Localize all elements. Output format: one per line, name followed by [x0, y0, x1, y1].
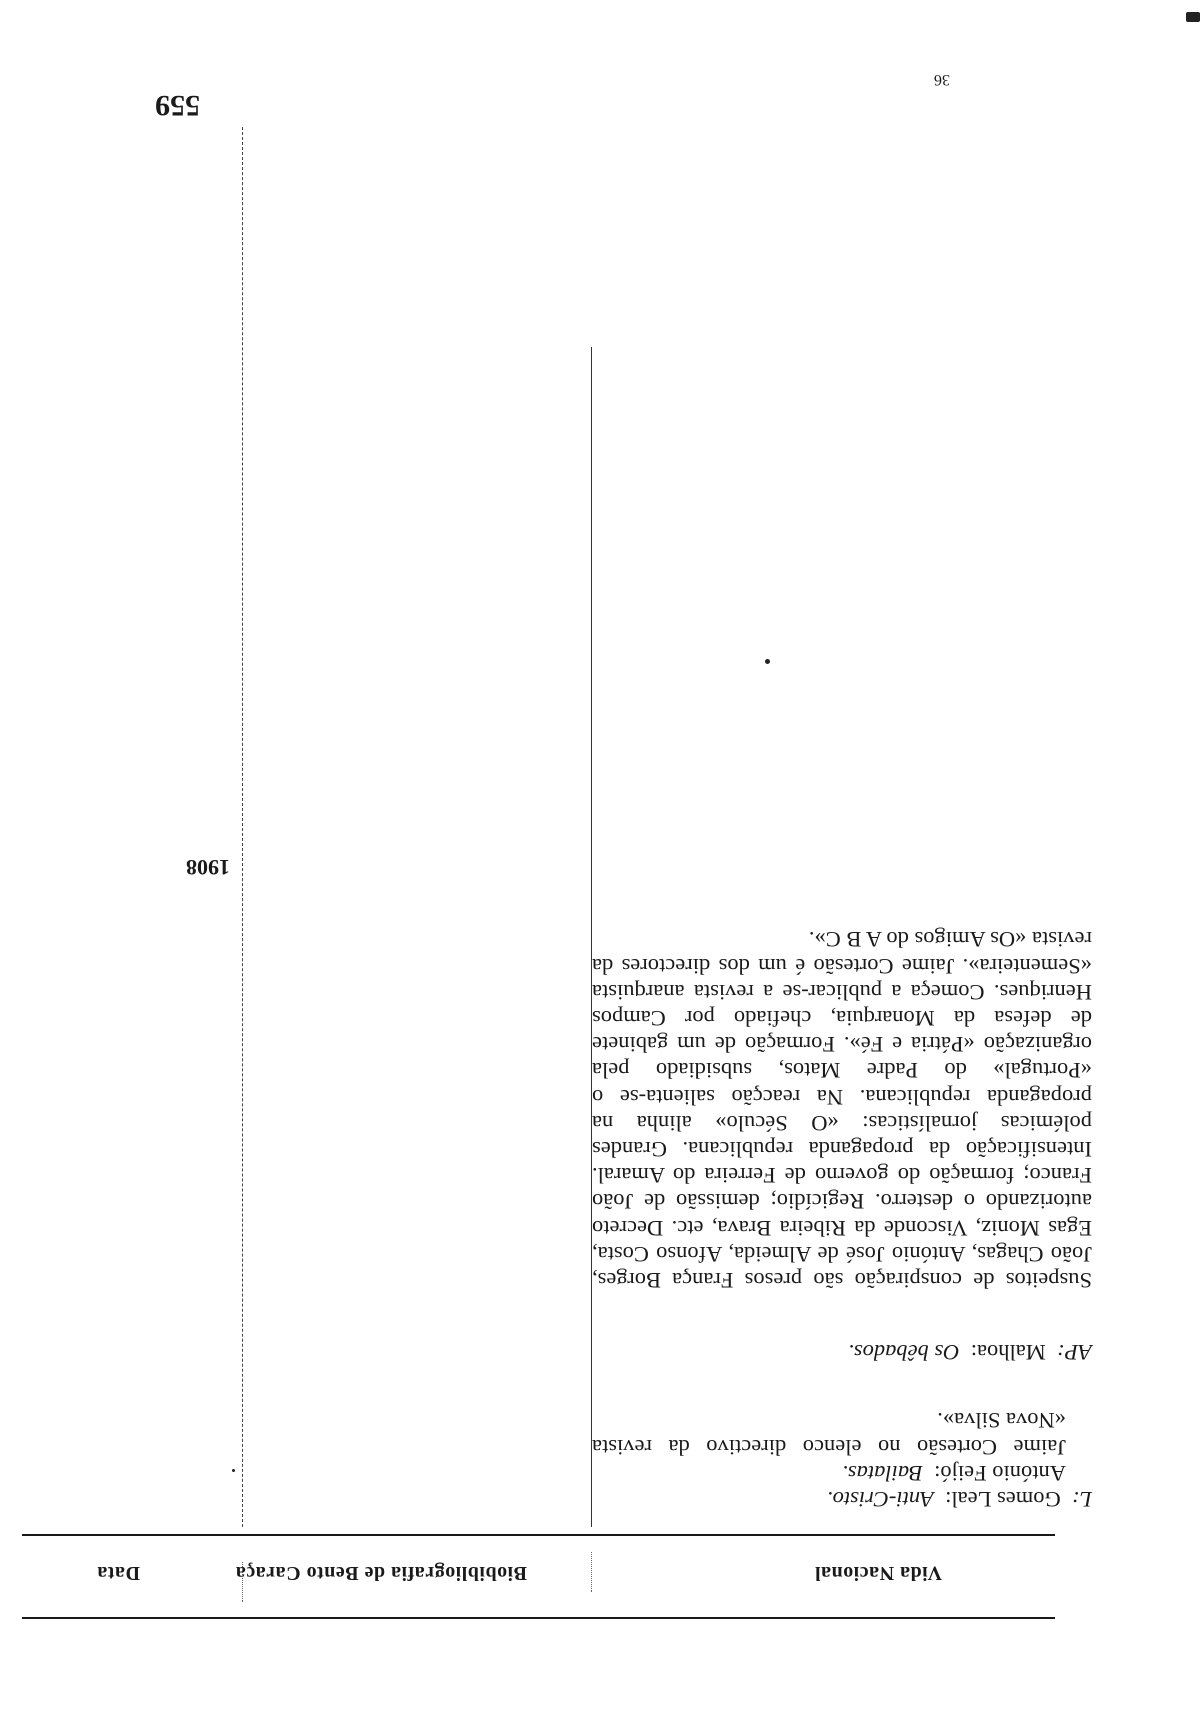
literature-title-1: Anti-Cristo.	[827, 1487, 934, 1512]
scan-speck	[765, 659, 770, 664]
literature-author-2: António Feijó:	[934, 1460, 1066, 1486]
literature-label: L:	[1071, 1487, 1092, 1512]
column-separator-right-header	[242, 1562, 243, 1602]
plastic-arts-label: AP:	[1057, 1340, 1092, 1366]
year-label: 1908	[186, 855, 230, 880]
plastic-arts-title: Os bêbados.	[848, 1340, 960, 1366]
political-events-paragraph: Suspeitos de conspiração são presos França Borges, João Chagas, António José de Almeida, Afonso Costa, Egas Moniz, Visconde da Ribeira Brava, etc. Decreto autorizando o desterro. Regicídio; demissão de João Franco; formação do governo de Ferreira do Amaral. Intensificação da propaganda republicana. Grandes polémicas jornalísticas: «O Século» alinha na propaganda republicana. Na reacção salienta-se o «Portugal» do Padre Matos, subsidiado pela organização «Pátria e Fé». Formação de um gabinete de defesa da Monarquia, chefiado por Campos Henriques. Começa a publicar-se a revista anarquista «Sementeira». Jaime Cortesão é um dos directores da revista «Os Amigos do A B C».	[592, 927, 1092, 1293]
literature-entry	[592, 1486, 1092, 1512]
header-vida-nacional: Vida Nacional	[814, 1562, 942, 1584]
plastic-arts-author: Malhoa:	[970, 1340, 1046, 1366]
header-bottom-rule	[22, 1534, 1055, 1536]
header-top-rule	[22, 1617, 1055, 1619]
literature-entry-2	[592, 1460, 1092, 1486]
header-biobibliografia: Biobibliografia de Bento Caraça	[235, 1562, 527, 1584]
literature-author-1: Gomes Leal:	[945, 1487, 1061, 1512]
page-number: 559	[155, 89, 200, 122]
scan-corner-mark	[1186, 12, 1200, 22]
header-data: Data	[96, 1562, 140, 1584]
plastic-arts-entry	[592, 1339, 1092, 1365]
folio-mark: 36	[934, 71, 950, 88]
scan-speck	[232, 1469, 235, 1472]
column-separator-right	[242, 127, 243, 1527]
literature-note: Jaime Cortesão no elenco directivo da revista «Nova Silva».	[592, 1408, 1066, 1460]
literature-title-2: Bailatas.	[842, 1460, 923, 1486]
events-column	[592, 926, 1092, 1512]
column-separator-left-header	[591, 1552, 592, 1592]
